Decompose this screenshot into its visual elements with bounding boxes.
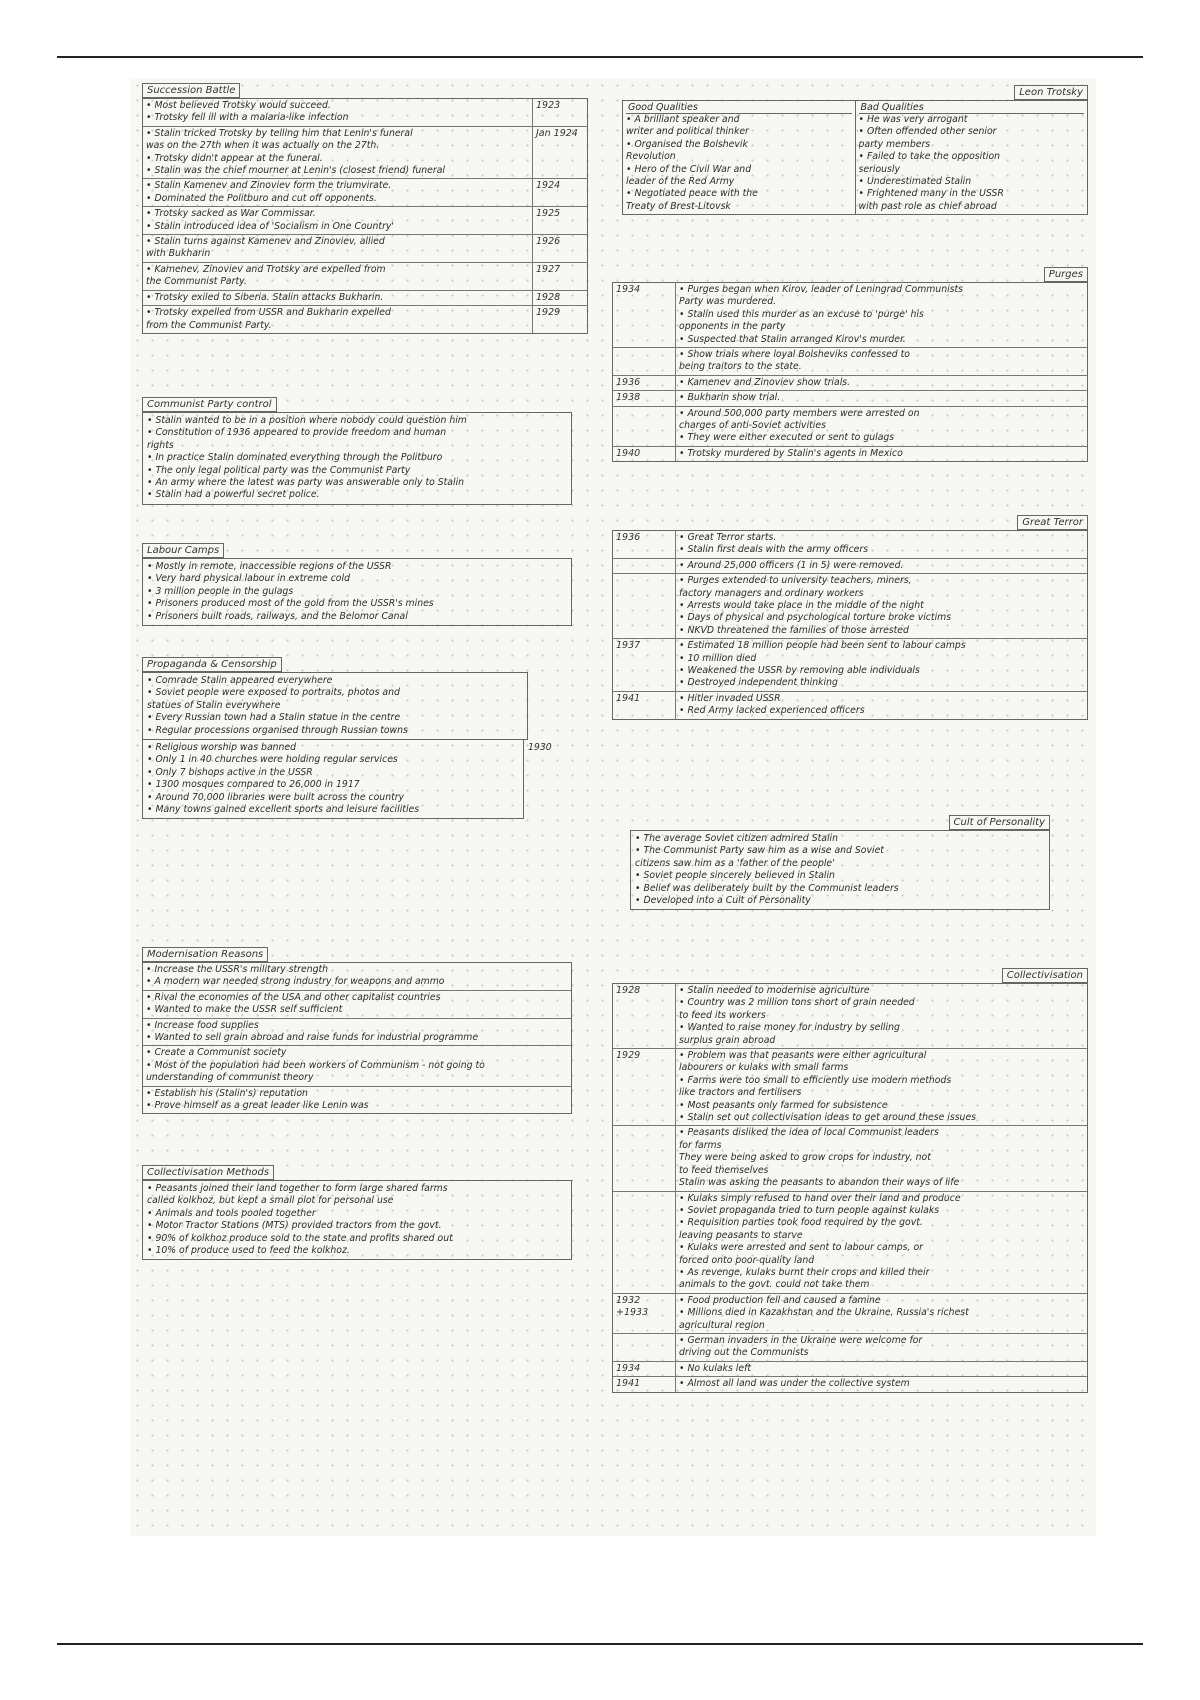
year-label: 1926 bbox=[532, 235, 587, 262]
note-line: • Estimated 18 million people had been sent to labour camps bbox=[679, 640, 966, 652]
note-line: • Negotiated peace with the bbox=[626, 188, 758, 200]
row-text bbox=[143, 207, 532, 234]
note-line: • Food production fell and caused a famine bbox=[679, 1294, 881, 1306]
note-line: • Soviet people sincerely believed in Stalin bbox=[635, 870, 835, 882]
trotsky-section bbox=[622, 80, 1088, 215]
row-text bbox=[676, 1126, 1087, 1190]
trotsky-qualities bbox=[622, 100, 1088, 215]
note-line: • Most of the population had been workers of Communism - not going to bbox=[146, 1059, 485, 1071]
note-line: Treaty of Brest-Litovsk bbox=[626, 200, 731, 212]
note-line: • Suspected that Stalin arranged Kirov's murder. bbox=[679, 333, 906, 345]
note-line: seriously bbox=[858, 163, 900, 175]
note-line: • Stalin needed to modernise agriculture bbox=[679, 985, 870, 996]
note-line: • The Communist Party saw him as a wise and Soviet bbox=[635, 845, 884, 857]
timeline-row bbox=[143, 291, 587, 306]
collectivisation-table bbox=[612, 983, 1088, 1393]
labour-camps-section bbox=[142, 538, 572, 626]
timeline-row bbox=[143, 235, 587, 263]
year-label: 1928 bbox=[613, 984, 676, 1048]
note-line: • Stalin set out collectivisation ideas to get around these issues bbox=[679, 1112, 977, 1124]
timeline-row bbox=[613, 1334, 1087, 1362]
note-line: • Stalin first deals with the army officers bbox=[679, 544, 869, 556]
row-text bbox=[143, 291, 532, 305]
section-title: Leon Trotsky bbox=[1014, 85, 1088, 100]
row-text bbox=[676, 1294, 1087, 1333]
note-line: • Religious worship was banned bbox=[147, 742, 297, 754]
year-label: 1937 bbox=[613, 639, 676, 691]
year-label bbox=[613, 407, 676, 446]
note-line: • A brilliant speaker and bbox=[626, 114, 740, 125]
note-line: with past role as chief abroad bbox=[858, 200, 997, 212]
row-text bbox=[143, 1087, 571, 1114]
row-text bbox=[676, 283, 1087, 347]
section-title: Succession Battle bbox=[142, 83, 240, 98]
bad-qualities-header: Bad Qualities bbox=[859, 102, 1085, 114]
succession-section bbox=[142, 78, 588, 334]
timeline-row bbox=[613, 531, 1087, 559]
note-line: • In practice Stalin dominated everything through the Politburo bbox=[147, 452, 443, 464]
timeline-row bbox=[613, 574, 1087, 639]
note-line: • Around 70,000 libraries were built across the country bbox=[147, 791, 405, 803]
year-label: 1941 bbox=[613, 692, 676, 719]
note-line: • Stalin wanted to be in a position where nobody could question him bbox=[147, 415, 467, 426]
row-text bbox=[143, 179, 532, 206]
row-text bbox=[676, 391, 1087, 405]
timeline-row bbox=[613, 1362, 1087, 1377]
year-label: Jan 1924 bbox=[532, 127, 587, 179]
note-line: • Problem was that peasants were either agricultural bbox=[679, 1050, 927, 1062]
note-line: • Prisoners produced most of the gold from the USSR's mines bbox=[147, 598, 434, 610]
note-line: • Establish his (Stalin's) reputation bbox=[146, 1087, 308, 1099]
note-line: • Peasants disliked the idea of local Communist leaders bbox=[679, 1127, 939, 1139]
note-line: • Often offended other senior bbox=[858, 126, 997, 138]
year-label: 1929 bbox=[532, 306, 587, 333]
list-item bbox=[143, 991, 571, 1019]
year-label: 1927 bbox=[532, 263, 587, 290]
note-line: • Kulaks were arrested and sent to labour camps, or bbox=[679, 1242, 923, 1254]
row-text bbox=[143, 1019, 571, 1046]
collectivisation-section bbox=[612, 963, 1088, 1393]
timeline-row bbox=[613, 1192, 1087, 1294]
list-item bbox=[143, 1087, 571, 1114]
row-text bbox=[676, 1377, 1087, 1391]
note-line: • Only 7 bishops active in the USSR bbox=[147, 766, 313, 778]
note-line: • 1300 mosques compared to 26,000 in 1917 bbox=[147, 779, 360, 791]
year-label bbox=[613, 1126, 676, 1190]
note-line: • Soviet people were exposed to portraits, photos and bbox=[147, 687, 400, 699]
row-text bbox=[676, 407, 1087, 446]
year-label: 1930 bbox=[528, 742, 552, 754]
year-label: 1936 bbox=[613, 531, 676, 558]
note-line: • No kulaks left bbox=[679, 1362, 751, 1374]
list-item bbox=[143, 1019, 571, 1047]
note-line: understanding of communist theory bbox=[146, 1072, 314, 1084]
communist-control-section bbox=[142, 392, 572, 505]
year-label: 1934 bbox=[613, 1362, 676, 1376]
note-line: • Red Army lacked experienced officers bbox=[679, 705, 865, 717]
religion-list bbox=[142, 740, 524, 819]
succession-table bbox=[142, 98, 588, 334]
note-line: • As revenge, kulaks burnt their crops and killed their bbox=[679, 1266, 930, 1278]
note-line: from the Communist Party. bbox=[146, 319, 272, 331]
note-line: Revolution bbox=[626, 151, 676, 163]
note-line: • Trotsky didn't appear at the funeral. bbox=[146, 152, 323, 164]
row-text bbox=[676, 1362, 1087, 1376]
timeline-row bbox=[143, 306, 587, 333]
note-line: factory managers and ordinary workers bbox=[679, 587, 864, 599]
propaganda-section bbox=[142, 652, 588, 819]
note-line: • Stalin Kamenev and Zinoviev form the triumvirate. bbox=[146, 180, 392, 192]
note-line: • He was very arrogant bbox=[858, 114, 968, 125]
note-line: • 10 million died bbox=[679, 652, 757, 664]
row-text bbox=[676, 348, 1087, 375]
note-line: • Failed to take the opposition bbox=[858, 151, 1001, 163]
year-label: 1940 bbox=[613, 447, 676, 461]
note-line: • Most peasants only farmed for subsistence bbox=[679, 1099, 888, 1111]
note-line: • Organised the Bolshevik bbox=[626, 138, 748, 150]
note-line: • Animals and tools pooled together bbox=[147, 1207, 316, 1219]
timeline-row bbox=[613, 559, 1087, 574]
timeline-row bbox=[143, 263, 587, 291]
note-line: • Motor Tractor Stations (MTS) provided tractors from the govt. bbox=[147, 1220, 442, 1232]
note-line: the Communist Party. bbox=[146, 276, 247, 288]
row-text bbox=[676, 1334, 1087, 1361]
row-text bbox=[143, 1046, 571, 1085]
note-line: • Show trials where loyal Bolsheviks confessed to bbox=[679, 349, 910, 361]
note-line: was on the 27th when it was actually on the 27th. bbox=[146, 140, 380, 152]
note-line: • Around 25,000 officers (1 in 5) were removed. bbox=[679, 559, 904, 571]
row-text bbox=[676, 692, 1087, 719]
note-line: • Wanted to raise money for industry by selling bbox=[679, 1022, 900, 1034]
year-label: 1934 bbox=[613, 283, 676, 347]
year-label: 1938 bbox=[613, 391, 676, 405]
note-line: • Increase food supplies bbox=[146, 1019, 259, 1031]
note-line: • Stalin used this murder as an excuse to 'purge' his bbox=[679, 308, 924, 320]
note-line: surplus grain abroad bbox=[679, 1034, 776, 1046]
note-line: • An army where the latest was party was answerable only to Stalin bbox=[147, 477, 465, 489]
row-text bbox=[676, 447, 1087, 461]
timeline-row bbox=[613, 639, 1087, 692]
row-text bbox=[143, 127, 532, 179]
row-text bbox=[143, 306, 532, 333]
note-line: • 10% of produce used to feed the kolkhoz. bbox=[147, 1245, 350, 1257]
note-line: • Kulaks simply refused to hand over their land and produce bbox=[679, 1192, 961, 1204]
list-item bbox=[143, 1046, 571, 1086]
section-title: Collectivisation bbox=[1002, 968, 1088, 983]
note-line: • Belief was deliberately built by the Communist leaders bbox=[635, 882, 899, 894]
year-label bbox=[613, 348, 676, 375]
note-line: • Underestimated Stalin bbox=[858, 176, 972, 188]
note-line: • NKVD threatened the families of those arrested bbox=[679, 624, 909, 636]
timeline-row bbox=[613, 1049, 1087, 1126]
row-text bbox=[676, 559, 1087, 573]
note-line: • Days of physical and psychological torture broke victims bbox=[679, 612, 952, 624]
timeline-row bbox=[613, 407, 1087, 447]
note-line: • Peasants joined their land together to form large shared farms bbox=[147, 1183, 448, 1194]
note-line: • They were either executed or sent to gulags bbox=[679, 432, 895, 444]
great-terror-table bbox=[612, 530, 1088, 720]
note-line: • Comrade Stalin appeared everywhere bbox=[147, 675, 333, 686]
bottom-rule bbox=[57, 1643, 1143, 1645]
timeline-row bbox=[613, 376, 1087, 391]
timeline-row bbox=[613, 348, 1087, 376]
row-text bbox=[676, 376, 1087, 390]
note-line: citizens saw him as a 'father of the people' bbox=[635, 857, 835, 869]
note-line: rights bbox=[147, 439, 174, 451]
row-text bbox=[676, 531, 1087, 558]
note-line: • Farms were too small to efficiently use modern methods bbox=[679, 1074, 952, 1086]
list-item bbox=[143, 963, 571, 991]
note-line: agricultural region bbox=[679, 1319, 765, 1331]
note-line: • Hitler invaded USSR bbox=[679, 692, 781, 704]
note-line: • Arrests would take place in the middle of the night bbox=[679, 600, 924, 612]
year-label bbox=[613, 1334, 676, 1361]
note-line: • Most believed Trotsky would succeed. bbox=[146, 100, 331, 111]
timeline-row bbox=[613, 984, 1087, 1049]
note-line: • Purges extended to university teachers, miners, bbox=[679, 575, 912, 587]
propaganda-religion bbox=[142, 740, 572, 819]
note-line: • Every Russian town had a Stalin statue in the centre bbox=[147, 712, 401, 724]
note-line: • Constitution of 1936 appeared to provide freedom and human bbox=[147, 427, 447, 439]
note-line: being traitors to the state. bbox=[679, 361, 802, 373]
year-label: 1932 +1933 bbox=[613, 1294, 676, 1333]
note-line: • Mostly in remote, inaccessible regions of the USSR bbox=[147, 561, 392, 572]
note-line: • Developed into a Cult of Personality bbox=[635, 895, 811, 907]
note-line: to feed themselves bbox=[679, 1164, 769, 1176]
timeline-row bbox=[613, 391, 1087, 406]
note-line: • Weakened the USSR by removing able individuals bbox=[679, 665, 920, 677]
note-line: • Trotsky exiled to Siberia. Stalin attacks Bukharin. bbox=[146, 291, 384, 303]
note-line: leader of the Red Army bbox=[626, 176, 735, 188]
note-line: • Destroyed independent thinking bbox=[679, 677, 838, 689]
year-label bbox=[613, 574, 676, 638]
timeline-row bbox=[613, 283, 1087, 348]
section-title: Communist Party control bbox=[142, 397, 277, 412]
note-line: called kolkhoz, but kept a small plot for personal use bbox=[147, 1195, 394, 1207]
note-line: • Regular processions organised through Russian towns bbox=[147, 724, 408, 736]
year-label: 1924 bbox=[532, 179, 587, 206]
note-line: writer and political thinker bbox=[626, 126, 749, 138]
good-qualities-header: Good Qualities bbox=[626, 102, 852, 114]
note-line: • Hero of the Civil War and bbox=[626, 163, 752, 175]
row-text bbox=[676, 639, 1087, 691]
section-title: Modernisation Reasons bbox=[142, 947, 268, 962]
section-title: Collectivisation Methods bbox=[142, 1165, 274, 1180]
year-label: 1941 bbox=[613, 1377, 676, 1391]
good-qualities bbox=[623, 101, 855, 214]
note-line: • Requisition parties took food required by the govt. bbox=[679, 1217, 923, 1229]
row-text bbox=[143, 991, 571, 1018]
timeline-row bbox=[143, 127, 587, 180]
purges-section bbox=[612, 262, 1088, 462]
year-label bbox=[613, 559, 676, 573]
year-label: 1925 bbox=[532, 207, 587, 234]
note-line: opponents in the party bbox=[679, 321, 786, 333]
year-label: 1928 bbox=[532, 291, 587, 305]
communist-control-list bbox=[142, 412, 572, 505]
timeline-row bbox=[613, 447, 1087, 461]
note-line: • Prisoners built roads, railways, and the Belomor Canal bbox=[147, 610, 408, 622]
note-line: • The only legal political party was the Communist Party bbox=[147, 464, 411, 476]
note-line: • A modern war needed strong industry for weapons and ammo bbox=[146, 976, 445, 988]
note-line: • Create a Communist society bbox=[146, 1047, 287, 1059]
note-line: • The average Soviet citizen admired Stalin bbox=[635, 833, 839, 844]
timeline-row bbox=[613, 1126, 1087, 1191]
note-line: driving out the Communists bbox=[679, 1347, 809, 1359]
top-rule bbox=[57, 56, 1143, 58]
row-text bbox=[143, 263, 532, 290]
note-line: • Stalin turns against Kamenev and Zinoviev, allied bbox=[146, 236, 385, 248]
note-line: • Stalin had a powerful secret police. bbox=[147, 489, 320, 501]
note-line: • Dominated the Politburo and cut off opponents. bbox=[146, 192, 377, 204]
note-line: statues of Stalin everywhere bbox=[147, 699, 281, 711]
note-line: like tractors and fertilisers bbox=[679, 1087, 802, 1099]
cult-list bbox=[630, 830, 1050, 910]
row-text bbox=[676, 984, 1087, 1048]
timeline-row bbox=[143, 179, 587, 207]
note-line: • Only 1 in 40 churches were holding regular services bbox=[147, 754, 398, 766]
note-line: • Great Terror starts. bbox=[679, 532, 777, 543]
note-line: • German invaders in the Ukraine were welcome for bbox=[679, 1334, 923, 1346]
note-line: labourers or kulaks with small farms bbox=[679, 1062, 849, 1074]
cult-section bbox=[630, 810, 1050, 910]
note-line: • Trotsky sacked as War Commissar. bbox=[146, 208, 316, 220]
modernisation-table bbox=[142, 962, 572, 1114]
year-label: 1923 bbox=[532, 99, 587, 126]
purges-table bbox=[612, 282, 1088, 462]
row-text bbox=[143, 99, 532, 126]
note-line: • Country was 2 million tons short of grain needed bbox=[679, 997, 915, 1009]
note-line: for farms bbox=[679, 1139, 722, 1151]
note-line: • Kamenev, Zinoviev and Trotsky are expelled from bbox=[146, 263, 386, 275]
note-line: • Many towns gained excellent sports and leisure facilities bbox=[147, 804, 420, 816]
note-line: • Trotsky murdered by Stalin's agents in Mexico bbox=[679, 447, 903, 459]
note-line: animals to the govt. could not take them bbox=[679, 1279, 870, 1291]
note-line: • Soviet propaganda tried to turn people against kulaks bbox=[679, 1204, 940, 1216]
note-line: • Wanted to make the USSR self sufficient bbox=[146, 1004, 343, 1016]
timeline-row bbox=[613, 692, 1087, 719]
row-text bbox=[676, 1049, 1087, 1125]
note-line: • Almost all land was under the collective system bbox=[679, 1378, 910, 1390]
note-line: forced onto poor-quality land bbox=[679, 1254, 815, 1266]
note-line: • Rival the economies of the USA and other capitalist countries bbox=[146, 991, 441, 1003]
note-line: They were being asked to grow crops for industry, not bbox=[679, 1152, 931, 1164]
timeline-row bbox=[613, 1377, 1087, 1391]
note-line: • Trotsky expelled from USSR and Bukharin expelled bbox=[146, 307, 391, 319]
note-line: • Stalin was the chief mourner at Lenin's (closest friend) funeral bbox=[146, 165, 445, 177]
note-line: to feed its workers bbox=[679, 1009, 766, 1021]
note-line: • Frightened many in the USSR bbox=[858, 188, 1004, 200]
propaganda-list bbox=[142, 672, 528, 740]
note-line: • Stalin introduced idea of 'Socialism in One Country' bbox=[146, 220, 394, 232]
timeline-row bbox=[143, 207, 587, 235]
row-text bbox=[143, 963, 571, 990]
section-title: Propaganda & Censorship bbox=[142, 657, 282, 672]
section-title: Purges bbox=[1044, 267, 1088, 282]
collectivisation-methods-section bbox=[142, 1160, 572, 1260]
note-line: • 3 million people in the gulags bbox=[147, 585, 294, 597]
timeline-row bbox=[613, 1294, 1087, 1334]
row-text bbox=[676, 1192, 1087, 1293]
note-line: Party was murdered. bbox=[679, 296, 777, 308]
note-line: • Trotsky fell ill with a malaria-like infection bbox=[146, 112, 349, 124]
note-line: • Stalin tricked Trotsky by telling him that Lenin's funeral bbox=[146, 127, 413, 139]
year-label: 1929 bbox=[613, 1049, 676, 1125]
note-line: charges of anti-Soviet activities bbox=[679, 420, 826, 432]
note-line: • Bukharin show trial. bbox=[679, 392, 781, 404]
year-label bbox=[613, 1192, 676, 1293]
note-line: • 90% of kolkhoz produce sold to the state and profits shared out bbox=[147, 1232, 453, 1244]
section-title: Great Terror bbox=[1017, 515, 1088, 530]
great-terror-section bbox=[612, 510, 1088, 720]
note-line: • Millions died in Kazakhstan and the Ukraine, Russia's richest bbox=[679, 1307, 969, 1319]
notes-sheet bbox=[130, 78, 1096, 1536]
note-line: • Very hard physical labour in extreme cold bbox=[147, 573, 350, 585]
note-line: with Bukharin bbox=[146, 248, 211, 260]
note-line: leaving peasants to starve bbox=[679, 1229, 803, 1241]
section-title: Labour Camps bbox=[142, 543, 224, 558]
row-text bbox=[143, 235, 532, 262]
note-line: Stalin was asking the peasants to abandon their ways of life bbox=[679, 1177, 960, 1189]
labour-camps-list bbox=[142, 558, 572, 626]
note-line: • Wanted to sell grain abroad and raise funds for industrial programme bbox=[146, 1032, 479, 1044]
section-title: Cult of Personality bbox=[949, 815, 1051, 830]
year-label: 1936 bbox=[613, 376, 676, 390]
row-text bbox=[676, 574, 1087, 638]
timeline-row bbox=[143, 99, 587, 127]
bad-qualities bbox=[855, 101, 1088, 214]
note-line: • Increase the USSR's military strength bbox=[146, 964, 329, 975]
note-line: • Kamenev and Zinoviev show trials. bbox=[679, 376, 851, 388]
note-line: • Prove himself as a great leader like Lenin was bbox=[146, 1100, 369, 1112]
note-line: • Around 500,000 party members were arrested on bbox=[679, 407, 920, 419]
note-line: party members bbox=[858, 138, 931, 150]
collectivisation-methods-list bbox=[142, 1180, 572, 1260]
note-line: • Purges began when Kirov, leader of Leningrad Communists bbox=[679, 284, 964, 295]
modernisation-section bbox=[142, 942, 572, 1114]
